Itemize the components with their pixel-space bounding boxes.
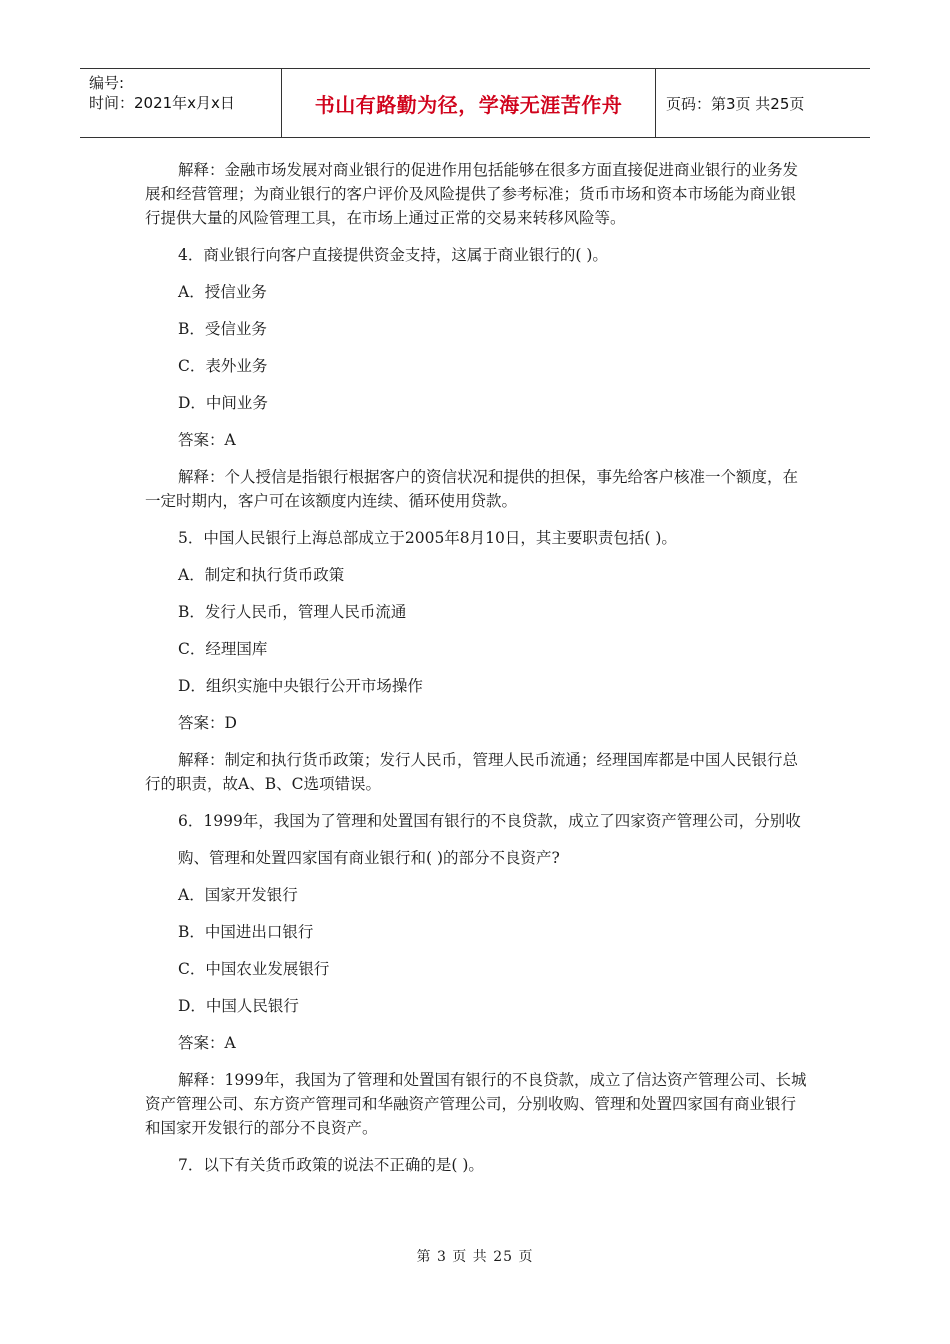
question-7: 7．以下有关货币政策的说法不正确的是( )。 xyxy=(178,1156,484,1174)
question-5: 5．中国人民银行上海总部成立于2005年8月10日，其主要职责包括( )。 xyxy=(178,529,677,547)
paragraph-explanation: 解释：金融市场发展对商业银行的促进作用包括能够在很多方面直接促进商业银行的业务发展和经营管理；为商业银行的客户评价及风险提供了参考标准；货币市场和资本市场能为商业银行提供大量的风险管理工具，在市场上通过正常的交易来转移风险等。 xyxy=(145,161,799,227)
answer: 答案：D xyxy=(178,714,237,732)
serial-number-label: 编号: xyxy=(89,74,125,92)
answer: 答案：A xyxy=(178,1034,236,1052)
option-c: C．中国农业发展银行 xyxy=(178,960,330,978)
header-motto: 书山有路勤为径，学海无涯苦作舟 xyxy=(282,69,656,137)
paragraph-explanation: 解释：制定和执行货币政策；发行人民币，管理人民币流通；经理国库都是中国人民银行总行的职责，故A、B、C选项错误。 xyxy=(145,751,799,793)
option-b: B．受信业务 xyxy=(178,320,267,338)
option-d: D．组织实施中央银行公开市场操作 xyxy=(178,677,423,695)
option-a: A．授信业务 xyxy=(178,283,267,301)
option-a: A．国家开发银行 xyxy=(178,886,298,904)
header-page-number: 页码：第3页 共25页 xyxy=(666,94,805,113)
answer: 答案：A xyxy=(178,431,236,449)
page-header xyxy=(80,68,870,138)
option-b: B．发行人民币，管理人民币流通 xyxy=(178,603,407,621)
header-meta xyxy=(80,69,282,137)
question-4: 4．商业银行向客户直接提供资金支持，这属于商业银行的( )。 xyxy=(178,246,608,264)
question-6-continued: 购、管理和处置四家国有商业银行和( )的部分不良资产? xyxy=(178,849,560,867)
time-label: 时间：2021年x月x日 xyxy=(89,94,235,112)
option-c: C．表外业务 xyxy=(178,357,268,375)
paragraph-explanation: 解释：个人授信是指银行根据客户的资信状况和提供的担保，事先给客户核准一个额度，在一定时期内，客户可在该额度内连续、循环使用贷款。 xyxy=(145,468,799,510)
option-a: A．制定和执行货币政策 xyxy=(178,566,345,584)
option-d: D．中间业务 xyxy=(178,394,268,412)
document-body xyxy=(145,158,810,1190)
paragraph-explanation: 解释：1999年，我国为了管理和处置国有银行的不良贷款，成立了信达资产管理公司、长城资产管理公司、东方资产管理司和华融资产管理公司，分别收购、管理和处置四家国有商业银行和国家开发银行的部分不良资产。 xyxy=(145,1071,807,1137)
option-c: C．经理国库 xyxy=(178,640,268,658)
option-b: B．中国进出口银行 xyxy=(178,923,314,941)
page-footer: 第 3 页 共 25 页 xyxy=(416,1249,534,1265)
option-d: D．中国人民银行 xyxy=(178,997,299,1015)
question-6: 6．1999年，我国为了管理和处置国有银行的不良贷款，成立了四家资产管理公司，分别收 xyxy=(178,812,801,830)
